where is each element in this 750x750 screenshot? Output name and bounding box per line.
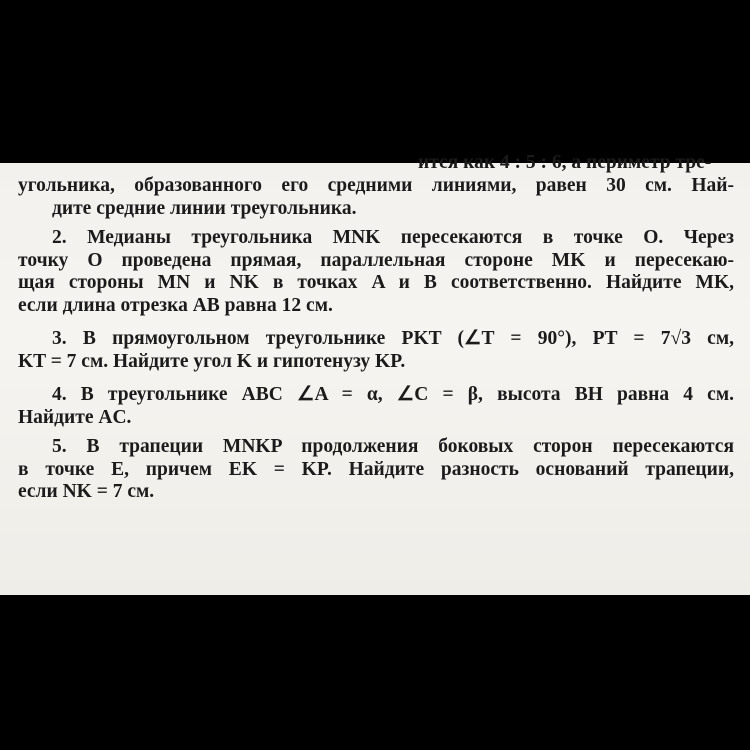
problem-2	[18, 227, 734, 317]
problem-5-line: если NK = 7 см.	[18, 481, 155, 502]
problem-2-line: щая стороны MN и NK в точках A и B соответственно. Найдите MK,	[18, 272, 734, 293]
problem-text-block	[18, 152, 734, 504]
clipped-top-line	[18, 152, 734, 175]
problem-5-line: в точке E, причем EK = KP. Найдите разность оснований трапеции,	[18, 458, 734, 480]
problem-5-line: 5. В трапеции MNKP продолжения боковых сторон пересекаются	[52, 436, 734, 457]
problem-3-line: KT = 7 см. Найдите угол K и гипотенузу KP.	[18, 350, 406, 372]
clipped-top-text: ится как 4 : 5 : 6, а периметр тре-	[418, 152, 712, 173]
problem-3-line: 3. В прямоугольном треугольнике PKT (∠T = 90°), PT = 7√3 см,	[52, 328, 734, 349]
problem-1-line: угольника, образованного его средними линиями, равен 30 см. Най-	[18, 175, 734, 196]
problem-2-line: точку O проведена прямая, параллельная стороне MK и пересекаю-	[18, 249, 734, 271]
problem-2-line: если длина отрезка AB равна 12 см.	[18, 294, 333, 316]
problem-1-line: дите средние линии треугольника.	[52, 197, 357, 219]
problem-3	[18, 328, 734, 373]
problem-4	[18, 384, 734, 429]
problem-2-line: 2. Медианы треугольника MNK пересекаются в точке O. Через	[52, 227, 734, 248]
problem-4-line: Найдите AC.	[18, 406, 132, 428]
problem-4-line: 4. В треугольнике ABC ∠A = α, ∠C = β, высота BH равна 4 см.	[52, 384, 734, 405]
problem-5	[18, 436, 734, 504]
textbook-page	[0, 152, 750, 595]
problem-1	[18, 175, 734, 220]
